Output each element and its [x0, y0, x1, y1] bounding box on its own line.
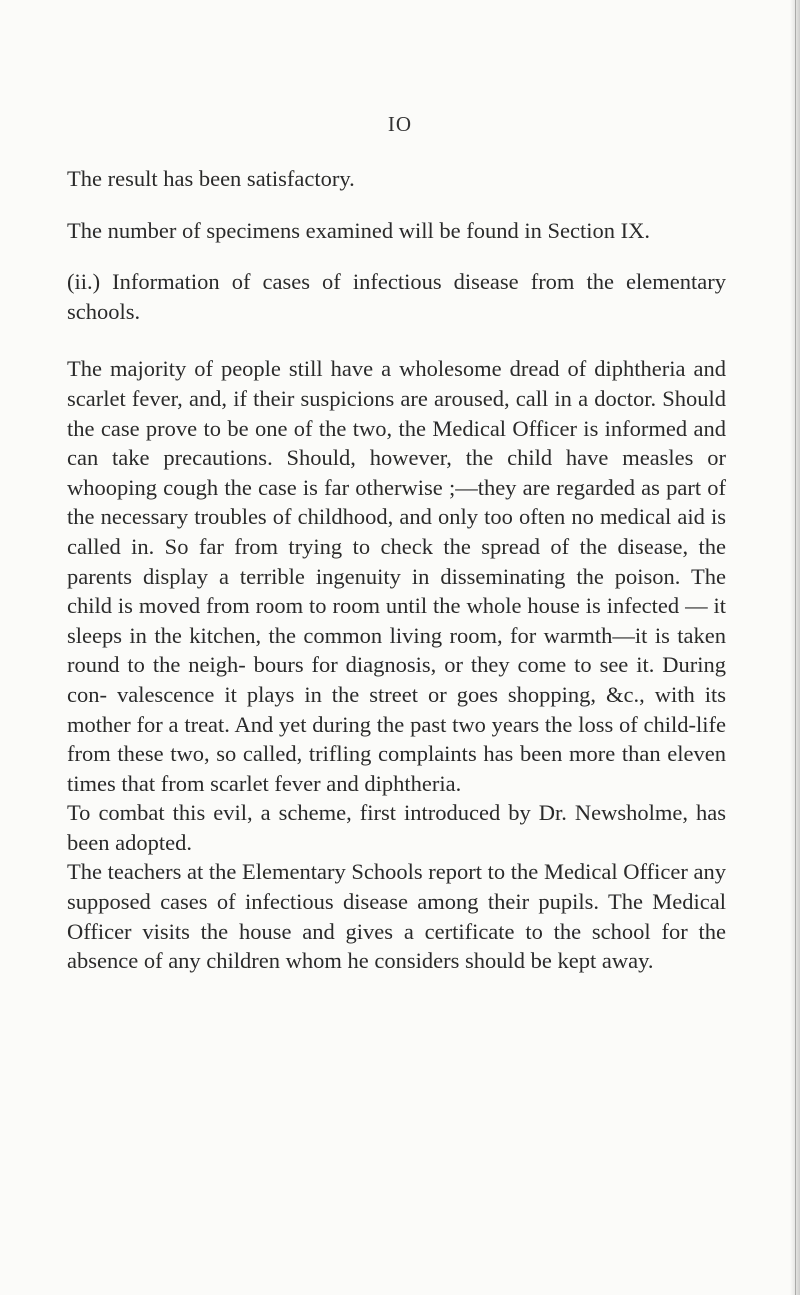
paragraph-result: The result has been satisfactory.	[67, 166, 355, 191]
paragraph-majority: The majority of people still have a wholesome dread of diphtheria and scarlet fever, and, if their suspicions are aroused, call in a doctor. Should the case prove to be one of the two, the Medical Officer is informed and can take precautions. Should, however, the child have measles or whooping cough the case is far otherwise ;—they are regarded as part of the necessary troubles of childhood, and only too often no medical aid is called in. So far from trying to check the spread of the disease, the parents display a terrible ingenuity in disseminating the poison. The child is moved from room to room until the whole house is infected — it sleeps in the kitchen, the common living room, for warmth—it is taken round to the neigh- bours for diagnosis, or they come to see it. During con- valescence it plays in the street or goes shopping, &c., with its mother for a treat. And yet during the past two years the loss of child-life from these two, so called, trifling complaints has been more than eleven times that from scarlet fever and diphtheria.	[67, 356, 726, 796]
page-number: IO	[387, 112, 413, 136]
paragraph-specimens: The number of specimens examined will be found in Section IX.	[67, 217, 650, 243]
paragraph-section-heading: (ii.) Information of cases of infectious disease from the elementary schools.	[67, 269, 726, 324]
paragraph-teachers: The teachers at the Elementary Schools report to the Medical Officer any supposed cases of infectious disease among their pupils. The Medical Officer visits the house and gives a certificate to the school for the absence of any children whom he considers should be kept away.	[67, 859, 726, 974]
page-edge-line	[795, 0, 796, 1295]
paragraph-scheme: To combat this evil, a scheme, first introduced by Dr. Newsholme, has been adopted.	[67, 800, 726, 855]
page-body	[67, 164, 726, 976]
